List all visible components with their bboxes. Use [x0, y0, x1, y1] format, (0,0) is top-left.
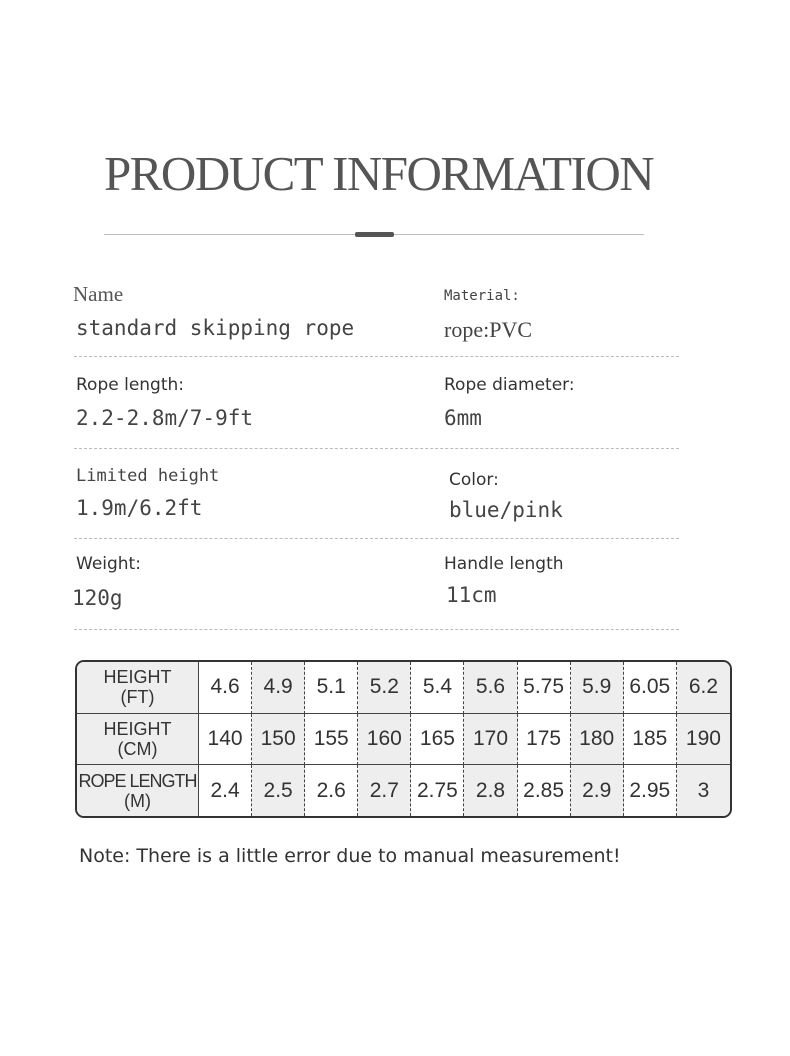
- table-cell: 2.6: [305, 765, 358, 816]
- table-cell: 170: [464, 714, 517, 766]
- row-header-line: (FT): [120, 687, 155, 708]
- table-cell: 2.5: [252, 765, 305, 816]
- row-separator: [74, 448, 679, 449]
- table-row: [77, 765, 730, 816]
- table-cell: 4.6: [199, 662, 252, 714]
- size-table: [75, 660, 732, 818]
- table-cell: 160: [358, 714, 411, 766]
- table-cell: 5.75: [518, 662, 571, 714]
- row-header-line: HEIGHT: [103, 718, 172, 739]
- color-label: Color:: [449, 470, 499, 490]
- measurement-note: Note: There is a little error due to manual measurement!: [79, 845, 621, 867]
- row-separator: [74, 356, 679, 357]
- rope-length-value: 2.2-2.8m/7-9ft: [76, 406, 254, 430]
- color-value: blue/pink: [449, 498, 563, 522]
- title-accent-bar: [355, 232, 394, 237]
- table-cell: 2.75: [411, 765, 464, 816]
- row-header: [77, 765, 199, 816]
- weight-label: Weight:: [76, 554, 141, 574]
- material-label: Material:: [444, 288, 520, 304]
- page-title: PRODUCT INFORMATION: [104, 146, 654, 201]
- material-value: rope:PVC: [444, 317, 532, 342]
- handle-length-label: Handle length: [444, 554, 564, 574]
- handle-length-value: 11cm: [446, 583, 497, 607]
- table-cell: 2.85: [518, 765, 571, 816]
- row-separator: [74, 629, 679, 630]
- limited-height-value: 1.9m/6.2ft: [76, 496, 203, 520]
- table-row: [77, 714, 730, 766]
- weight-value: 120g: [72, 586, 123, 610]
- row-header: [77, 714, 199, 766]
- table-cell: 140: [199, 714, 252, 766]
- table-cell: 2.9: [571, 765, 624, 816]
- rope-diameter-label: Rope diameter:: [444, 375, 575, 395]
- table-cell: 6.05: [624, 662, 677, 714]
- table-cell: 185: [624, 714, 677, 766]
- table-cell: 4.9: [252, 662, 305, 714]
- table-cell: 175: [518, 714, 571, 766]
- rope-diameter-value: 6mm: [444, 406, 482, 430]
- table-cell: 5.1: [305, 662, 358, 714]
- name-value: standard skipping rope: [76, 316, 355, 340]
- name-label: Name: [73, 282, 124, 306]
- table-cell: 165: [411, 714, 464, 766]
- limited-height-label: Limited height: [76, 466, 220, 486]
- table-cell: 5.4: [411, 662, 464, 714]
- table-cell: 2.7: [358, 765, 411, 816]
- table-cell: 5.6: [464, 662, 517, 714]
- row-header-line: (CM): [117, 738, 158, 759]
- table-cell: 190: [677, 714, 730, 766]
- table-cell: 5.9: [571, 662, 624, 714]
- table-cell: 2.8: [464, 765, 517, 816]
- table-cell: 6.2: [677, 662, 730, 714]
- row-separator: [74, 538, 679, 539]
- table-cell: 5.2: [358, 662, 411, 714]
- row-header: [77, 662, 199, 714]
- row-header-line: (M): [124, 790, 151, 811]
- table-row: [77, 662, 730, 714]
- table-cell: 150: [252, 714, 305, 766]
- rope-length-label: Rope length:: [76, 375, 185, 395]
- row-header-line: ROPE LENGTH: [78, 770, 197, 791]
- table-cell: 3: [677, 765, 730, 816]
- table-cell: 2.4: [199, 765, 252, 816]
- table-cell: 180: [571, 714, 624, 766]
- table-cell: 155: [305, 714, 358, 766]
- row-header-line: HEIGHT: [103, 667, 172, 688]
- table-cell: 2.95: [624, 765, 677, 816]
